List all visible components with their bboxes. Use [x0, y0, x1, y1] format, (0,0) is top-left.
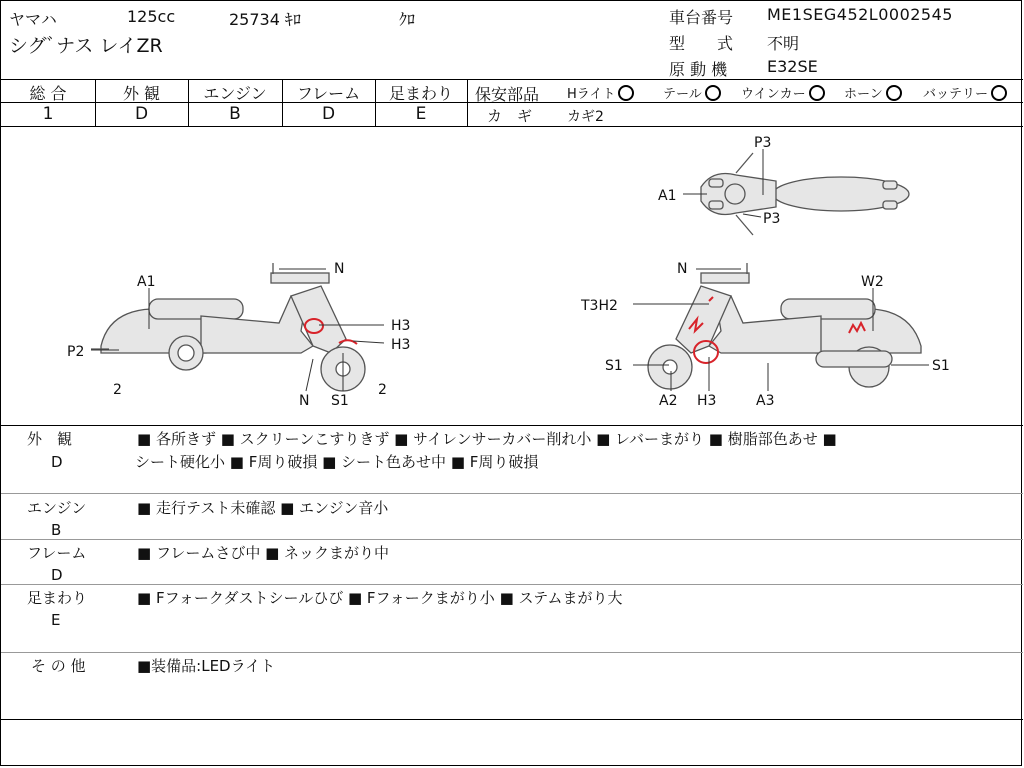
damage-diagram: [1, 127, 1023, 425]
safety-item-battery: [923, 83, 1007, 102]
rule: [1, 79, 1023, 80]
top-handle-right: [736, 215, 753, 235]
right-seat: [781, 299, 875, 319]
grade-label-frame: フレーム: [296, 84, 361, 103]
note-category-other: そ の 他: [31, 657, 86, 675]
grade-label-engine: エンジン: [203, 84, 267, 103]
safety-item-horn: [844, 83, 902, 102]
right-front-hub: [663, 360, 677, 374]
safety-item-label: Hライト: [567, 87, 616, 102]
ok-circle-icon: [705, 85, 721, 101]
label-w2: W2: [861, 274, 884, 290]
key-label: カ ギ: [487, 107, 533, 125]
top-winker: [883, 201, 897, 209]
note-grade-suspension: E: [51, 611, 61, 629]
label-n: N: [299, 393, 310, 409]
note-grade-exterior: D: [51, 453, 63, 471]
label-a3: A3: [756, 393, 775, 409]
rule: [1, 584, 1023, 585]
label-a1: A1: [658, 188, 677, 204]
grade-value-suspension: E: [415, 104, 427, 124]
rule: [467, 79, 468, 126]
note-exterior-line2: シート硬化小 ■ F周り破損 ■ シート色あせ中 ■ F周り破損: [135, 453, 539, 471]
note-category-suspension: 足まわり: [27, 589, 88, 607]
ok-circle-icon: [618, 85, 634, 101]
top-winker: [883, 181, 897, 189]
grade-value-frame: D: [321, 104, 336, 124]
label-h3: H3: [391, 318, 411, 334]
note-suspension-line1: ■ Fフォークダストシールひび ■ Fフォークまがり小 ■ ステムまがり大: [137, 589, 623, 607]
label-p2: P2: [67, 344, 85, 360]
label-p3: P3: [754, 135, 772, 151]
safety-item-label: テール: [663, 87, 702, 102]
displacement: 125cc: [127, 7, 176, 26]
rule: [1, 652, 1023, 653]
ok-circle-icon: [991, 85, 1007, 101]
note-grade-frame: D: [51, 566, 63, 584]
label-s1: S1: [331, 393, 349, 409]
right-muffler: [816, 351, 892, 367]
note-frame-line1: ■ フレームさび中 ■ ネックまがり中: [137, 544, 390, 562]
grade-value-exterior: D: [134, 104, 149, 124]
label-s1: S1: [605, 358, 623, 374]
left-seat: [149, 299, 243, 319]
right-handlebar: [701, 273, 749, 283]
safety-item-label: ウインカー: [741, 87, 806, 102]
ok-circle-icon: [886, 85, 902, 101]
frame-no: ME1SEG452L0002545: [767, 5, 953, 24]
body-color: ｸﾛ: [399, 10, 416, 29]
key-value: カギ2: [567, 109, 604, 125]
label-a1: A1: [137, 274, 156, 290]
note-other-line1: ■装備品:LEDライト: [137, 657, 276, 675]
left-handlebar: [271, 273, 329, 283]
note-exterior-line1: ■ 各所きず ■ スクリーンこすりきず ■ サイレンサーカバー削れ小 ■ レバーまがり ■ 樹脂部色あせ ■: [137, 430, 837, 448]
label-n: N: [334, 261, 345, 277]
rule: [469, 102, 1023, 103]
label-2: 2: [113, 382, 122, 398]
label-h3: H3: [391, 337, 411, 353]
grade-value-engine: B: [229, 104, 241, 124]
label-2: 2: [378, 382, 387, 398]
diagram-labels: [67, 135, 950, 409]
safety-item-label: ホーン: [844, 87, 883, 102]
top-handle-left: [736, 153, 753, 173]
label-n: N: [677, 261, 688, 277]
model-name: シグﾞナス レイZR: [9, 35, 163, 57]
note-grade-engine: B: [51, 521, 62, 539]
top-headlight: [725, 184, 745, 204]
rule: [1, 719, 1023, 720]
label-a2: A2: [659, 393, 678, 409]
rule: [1, 493, 1023, 494]
label-t3h2: T3H2: [581, 298, 618, 314]
note-engine-line1: ■ 走行テスト未確認 ■ エンジン音小: [137, 499, 389, 517]
left-rear-hub: [178, 345, 194, 361]
note-category-exterior: 外 観: [27, 430, 73, 448]
grade-label-exterior: 外 観: [122, 84, 161, 103]
frame-no-label: 車台番号: [669, 8, 734, 27]
top-mirror: [709, 179, 723, 187]
note-category-engine: エンジン: [27, 499, 87, 517]
top-scooter-view: [701, 153, 909, 235]
grade-value-overall: 1: [42, 104, 54, 124]
grade-label-overall: 総 合: [29, 84, 67, 103]
top-mirror: [709, 201, 723, 209]
label-s1: S1: [932, 358, 950, 374]
safety-item-tail: [663, 83, 721, 102]
engine-label: 原 動 機: [669, 60, 728, 79]
note-category-frame: フレーム: [27, 544, 87, 562]
label-h3: H3: [697, 393, 717, 409]
type-value: 不明: [767, 34, 800, 53]
safety-item-label: バッテリー: [923, 87, 989, 102]
safety-label: 保安部品: [475, 85, 540, 104]
safety-item-headlight: [567, 83, 634, 102]
rule: [1, 539, 1023, 540]
grade-label-suspension: 足まわり: [388, 84, 453, 103]
maker-name: ヤマハ: [9, 10, 57, 29]
label-p3: P3: [763, 211, 781, 227]
engine-value: E32SE: [767, 57, 818, 76]
ok-circle-icon: [809, 85, 825, 101]
rule: [1, 425, 1023, 426]
mileage: 25734 ｷﾛ: [229, 10, 301, 29]
type-label: 型 式: [669, 34, 734, 53]
safety-item-winker: [741, 83, 825, 102]
